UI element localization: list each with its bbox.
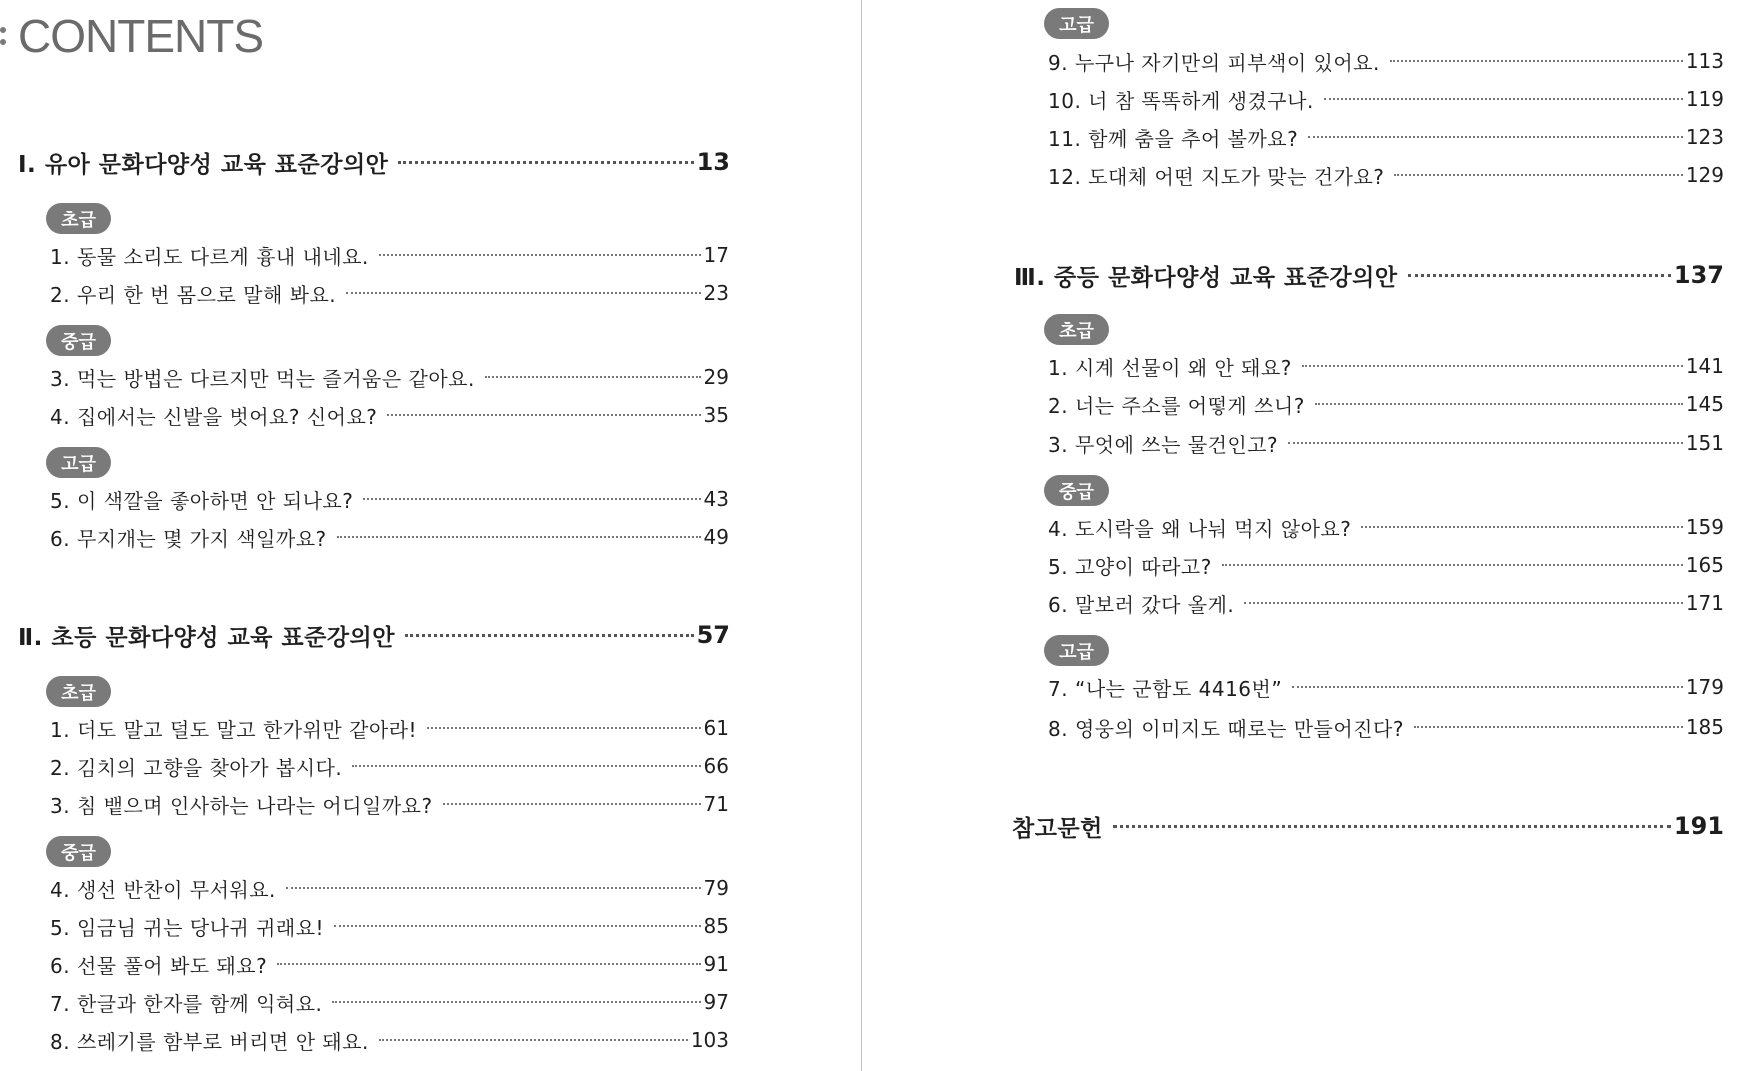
page-number: 185 — [1685, 715, 1724, 739]
item-number: 4. — [50, 404, 71, 429]
item-number: 2. — [50, 755, 71, 780]
page-number: 43 — [703, 487, 729, 511]
page-number: 179 — [1685, 675, 1724, 699]
page-number: 85 — [703, 914, 729, 938]
item-number: 5. — [50, 915, 71, 940]
item-title: 더도 말고 덜도 말고 한가위만 같아라! — [76, 717, 418, 742]
item-title: 고양이 따라고? — [1074, 554, 1212, 579]
dot-leader — [352, 765, 700, 767]
level-badge-advanced: 고급 — [1044, 635, 1109, 666]
page-number: 17 — [703, 243, 729, 267]
references-heading[interactable] — [1012, 806, 1724, 846]
item-title: 시계 선물이 왜 안 돼요? — [1074, 355, 1292, 380]
item-number: 8. — [1048, 716, 1069, 741]
toc-item[interactable] — [1048, 587, 1724, 619]
item-number: 3. — [50, 366, 71, 391]
toc-item[interactable] — [50, 277, 729, 309]
item-title: 너 참 똑똑하게 생겼구나. — [1088, 88, 1314, 113]
page-number: 35 — [703, 403, 729, 427]
section-number: Ⅱ. — [18, 624, 43, 651]
page-number: 57 — [696, 621, 730, 649]
dot-leader — [1308, 136, 1683, 138]
page-number: 165 — [1685, 553, 1724, 577]
page-number: 113 — [1685, 49, 1724, 73]
item-title: “나는 군함도 4416번” — [1074, 676, 1283, 701]
item-number: 3. — [1048, 432, 1069, 457]
toc-item[interactable] — [1048, 511, 1724, 543]
item-title: 함께 춤을 추어 볼까요? — [1088, 126, 1299, 151]
toc-item[interactable] — [1048, 549, 1724, 581]
bullet-dots-icon — [0, 27, 6, 45]
toc-item[interactable] — [50, 712, 729, 744]
page-number: 103 — [690, 1028, 729, 1052]
dot-leader — [485, 376, 701, 378]
item-number: 7. — [1048, 676, 1069, 701]
page-number: 145 — [1685, 392, 1724, 416]
dot-leader — [1222, 564, 1683, 566]
section-heading-2[interactable] — [18, 615, 730, 655]
dot-leader — [398, 161, 693, 164]
page-number: 191 — [1673, 812, 1724, 840]
toc-item[interactable] — [1048, 83, 1724, 115]
toc-item[interactable] — [1048, 388, 1724, 420]
dot-leader — [379, 254, 701, 256]
page-number: 159 — [1685, 515, 1724, 539]
page-number: 119 — [1685, 87, 1724, 111]
page-number: 13 — [696, 148, 730, 176]
section-number: Ⅲ. — [1014, 264, 1046, 291]
page-number: 61 — [703, 716, 729, 740]
item-number: 12. — [1048, 164, 1082, 189]
section-title: 중등 문화다양성 교육 표준강의안 — [1054, 264, 1398, 291]
toc-item[interactable] — [50, 399, 729, 431]
section-title: 유아 문화다양성 교육 표준강의안 — [44, 151, 389, 178]
dot-leader — [1390, 60, 1683, 62]
dot-leader — [1394, 174, 1682, 176]
item-title: 누구나 자기만의 피부색이 있어요. — [1074, 50, 1380, 75]
level-badge-beginner: 초급 — [46, 203, 111, 234]
toc-item[interactable] — [1048, 711, 1724, 743]
level-badge-intermediate: 중급 — [1044, 475, 1109, 506]
item-title: 집에서는 신발을 벗어요? 신어요? — [76, 404, 378, 429]
page-number: 79 — [703, 876, 729, 900]
item-title: 동물 소리도 다르게 흉내 내네요. — [76, 244, 369, 269]
item-title: 도시락을 왜 나눠 먹지 않아요? — [1074, 516, 1352, 541]
page-number: 23 — [703, 281, 729, 305]
dot-leader — [387, 414, 700, 416]
item-number: 2. — [1048, 393, 1069, 418]
dot-leader — [1302, 365, 1683, 367]
item-title: 쓰레기를 함부로 버리면 안 돼요. — [76, 1029, 369, 1054]
dot-leader — [277, 963, 700, 965]
page-number: 171 — [1685, 591, 1724, 615]
toc-item[interactable] — [1048, 45, 1724, 77]
item-title: 무지개는 몇 가지 색일까요? — [76, 526, 327, 551]
page-number: 137 — [1673, 261, 1724, 289]
page-divider — [861, 0, 862, 1071]
item-title: 생선 반찬이 무서워요. — [76, 877, 276, 902]
toc-item[interactable] — [50, 483, 729, 515]
dot-leader — [427, 727, 700, 729]
dot-leader — [1361, 526, 1682, 528]
dot-leader — [1315, 403, 1683, 405]
toc-item[interactable] — [50, 361, 729, 393]
toc-item[interactable] — [1048, 159, 1724, 191]
item-number: 9. — [1048, 50, 1069, 75]
item-number: 7. — [50, 991, 71, 1016]
page-number: 29 — [703, 365, 729, 389]
item-number: 2. — [50, 282, 71, 307]
level-badge-intermediate: 중급 — [46, 836, 111, 867]
item-title: 이 색깔을 좋아하면 안 되나요? — [76, 488, 354, 513]
page-number: 151 — [1685, 431, 1724, 455]
toc-item[interactable] — [50, 750, 729, 782]
toc-item[interactable] — [50, 910, 729, 942]
page-number: 49 — [703, 525, 729, 549]
dot-leader — [286, 887, 701, 889]
section-number: Ⅰ. — [18, 151, 37, 178]
toc-item[interactable] — [50, 239, 729, 271]
item-number: 4. — [1048, 516, 1069, 541]
level-badge-beginner: 초급 — [46, 676, 111, 707]
item-number: 1. — [1048, 355, 1069, 380]
item-title: 임금님 귀는 당나귀 귀래요! — [76, 915, 325, 940]
item-number: 8. — [50, 1029, 71, 1054]
item-title: 영웅의 이미지도 때로는 만들어진다? — [1074, 716, 1404, 741]
item-number: 11. — [1048, 126, 1082, 151]
contents-title: CONTENTS — [18, 10, 263, 62]
toc-item[interactable] — [50, 521, 729, 553]
item-number: 10. — [1048, 88, 1082, 113]
item-number: 6. — [50, 526, 71, 551]
item-number: 3. — [50, 793, 71, 818]
toc-item[interactable] — [50, 872, 729, 904]
dot-leader — [1414, 726, 1683, 728]
dot-leader — [1408, 274, 1671, 277]
page-number: 129 — [1685, 163, 1724, 187]
page-number: 71 — [703, 792, 729, 816]
item-title: 말보러 갔다 올게. — [1074, 592, 1235, 617]
item-title: 김치의 고향을 찾아가 봅시다. — [76, 755, 343, 780]
level-badge-intermediate: 중급 — [46, 325, 111, 356]
item-title: 너는 주소를 어떻게 쓰니? — [1074, 393, 1305, 418]
toc-item[interactable] — [50, 986, 729, 1018]
section-heading-3[interactable] — [1014, 255, 1724, 295]
dot-leader — [379, 1039, 688, 1041]
item-title: 한글과 한자를 함께 익혀요. — [76, 991, 323, 1016]
level-badge-advanced: 고급 — [1044, 8, 1109, 39]
item-title: 침 뱉으며 인사하는 나라는 어디일까요? — [76, 793, 433, 818]
page-number: 97 — [703, 990, 729, 1014]
toc-item[interactable] — [50, 788, 729, 820]
dot-leader — [443, 803, 701, 805]
toc-item[interactable] — [1048, 427, 1724, 459]
dot-leader — [337, 536, 701, 538]
toc-item[interactable] — [1048, 671, 1724, 703]
item-number: 6. — [50, 953, 71, 978]
item-number: 1. — [50, 244, 71, 269]
item-title: 우리 한 번 몸으로 말해 봐요. — [76, 282, 337, 307]
section-title: 초등 문화다양성 교육 표준강의안 — [51, 624, 395, 651]
dot-leader — [1113, 825, 1671, 828]
toc-item[interactable] — [1048, 350, 1724, 382]
dot-leader — [363, 498, 700, 500]
item-title: 도대체 어떤 지도가 맞는 건가요? — [1088, 164, 1385, 189]
item-number: 5. — [1048, 554, 1069, 579]
page-number: 123 — [1685, 125, 1724, 149]
page-number: 91 — [703, 952, 729, 976]
dot-leader — [346, 292, 700, 294]
page-number: 141 — [1685, 354, 1724, 378]
dot-leader — [1288, 442, 1683, 444]
level-badge-advanced: 고급 — [46, 447, 111, 478]
dot-leader — [405, 634, 694, 637]
item-number: 1. — [50, 717, 71, 742]
item-number: 4. — [50, 877, 71, 902]
toc-item[interactable] — [50, 948, 729, 980]
contents-header — [0, 6, 263, 66]
dot-leader — [1244, 602, 1683, 604]
page-number: 66 — [703, 754, 729, 778]
references-title: 참고문헌 — [1012, 815, 1103, 842]
item-number: 5. — [50, 488, 71, 513]
dot-leader — [1292, 686, 1683, 688]
item-number: 6. — [1048, 592, 1069, 617]
item-title: 무엇에 쓰는 물건인고? — [1074, 432, 1279, 457]
toc-item[interactable] — [1048, 121, 1724, 153]
dot-leader — [1324, 98, 1683, 100]
dot-leader — [334, 925, 700, 927]
toc-item[interactable] — [50, 1024, 729, 1056]
item-title: 선물 풀어 봐도 돼요? — [76, 953, 268, 978]
level-badge-beginner: 초급 — [1044, 314, 1109, 345]
section-heading-1[interactable] — [18, 142, 730, 182]
item-title: 먹는 방법은 다르지만 먹는 즐거움은 같아요. — [76, 366, 475, 391]
dot-leader — [332, 1001, 700, 1003]
